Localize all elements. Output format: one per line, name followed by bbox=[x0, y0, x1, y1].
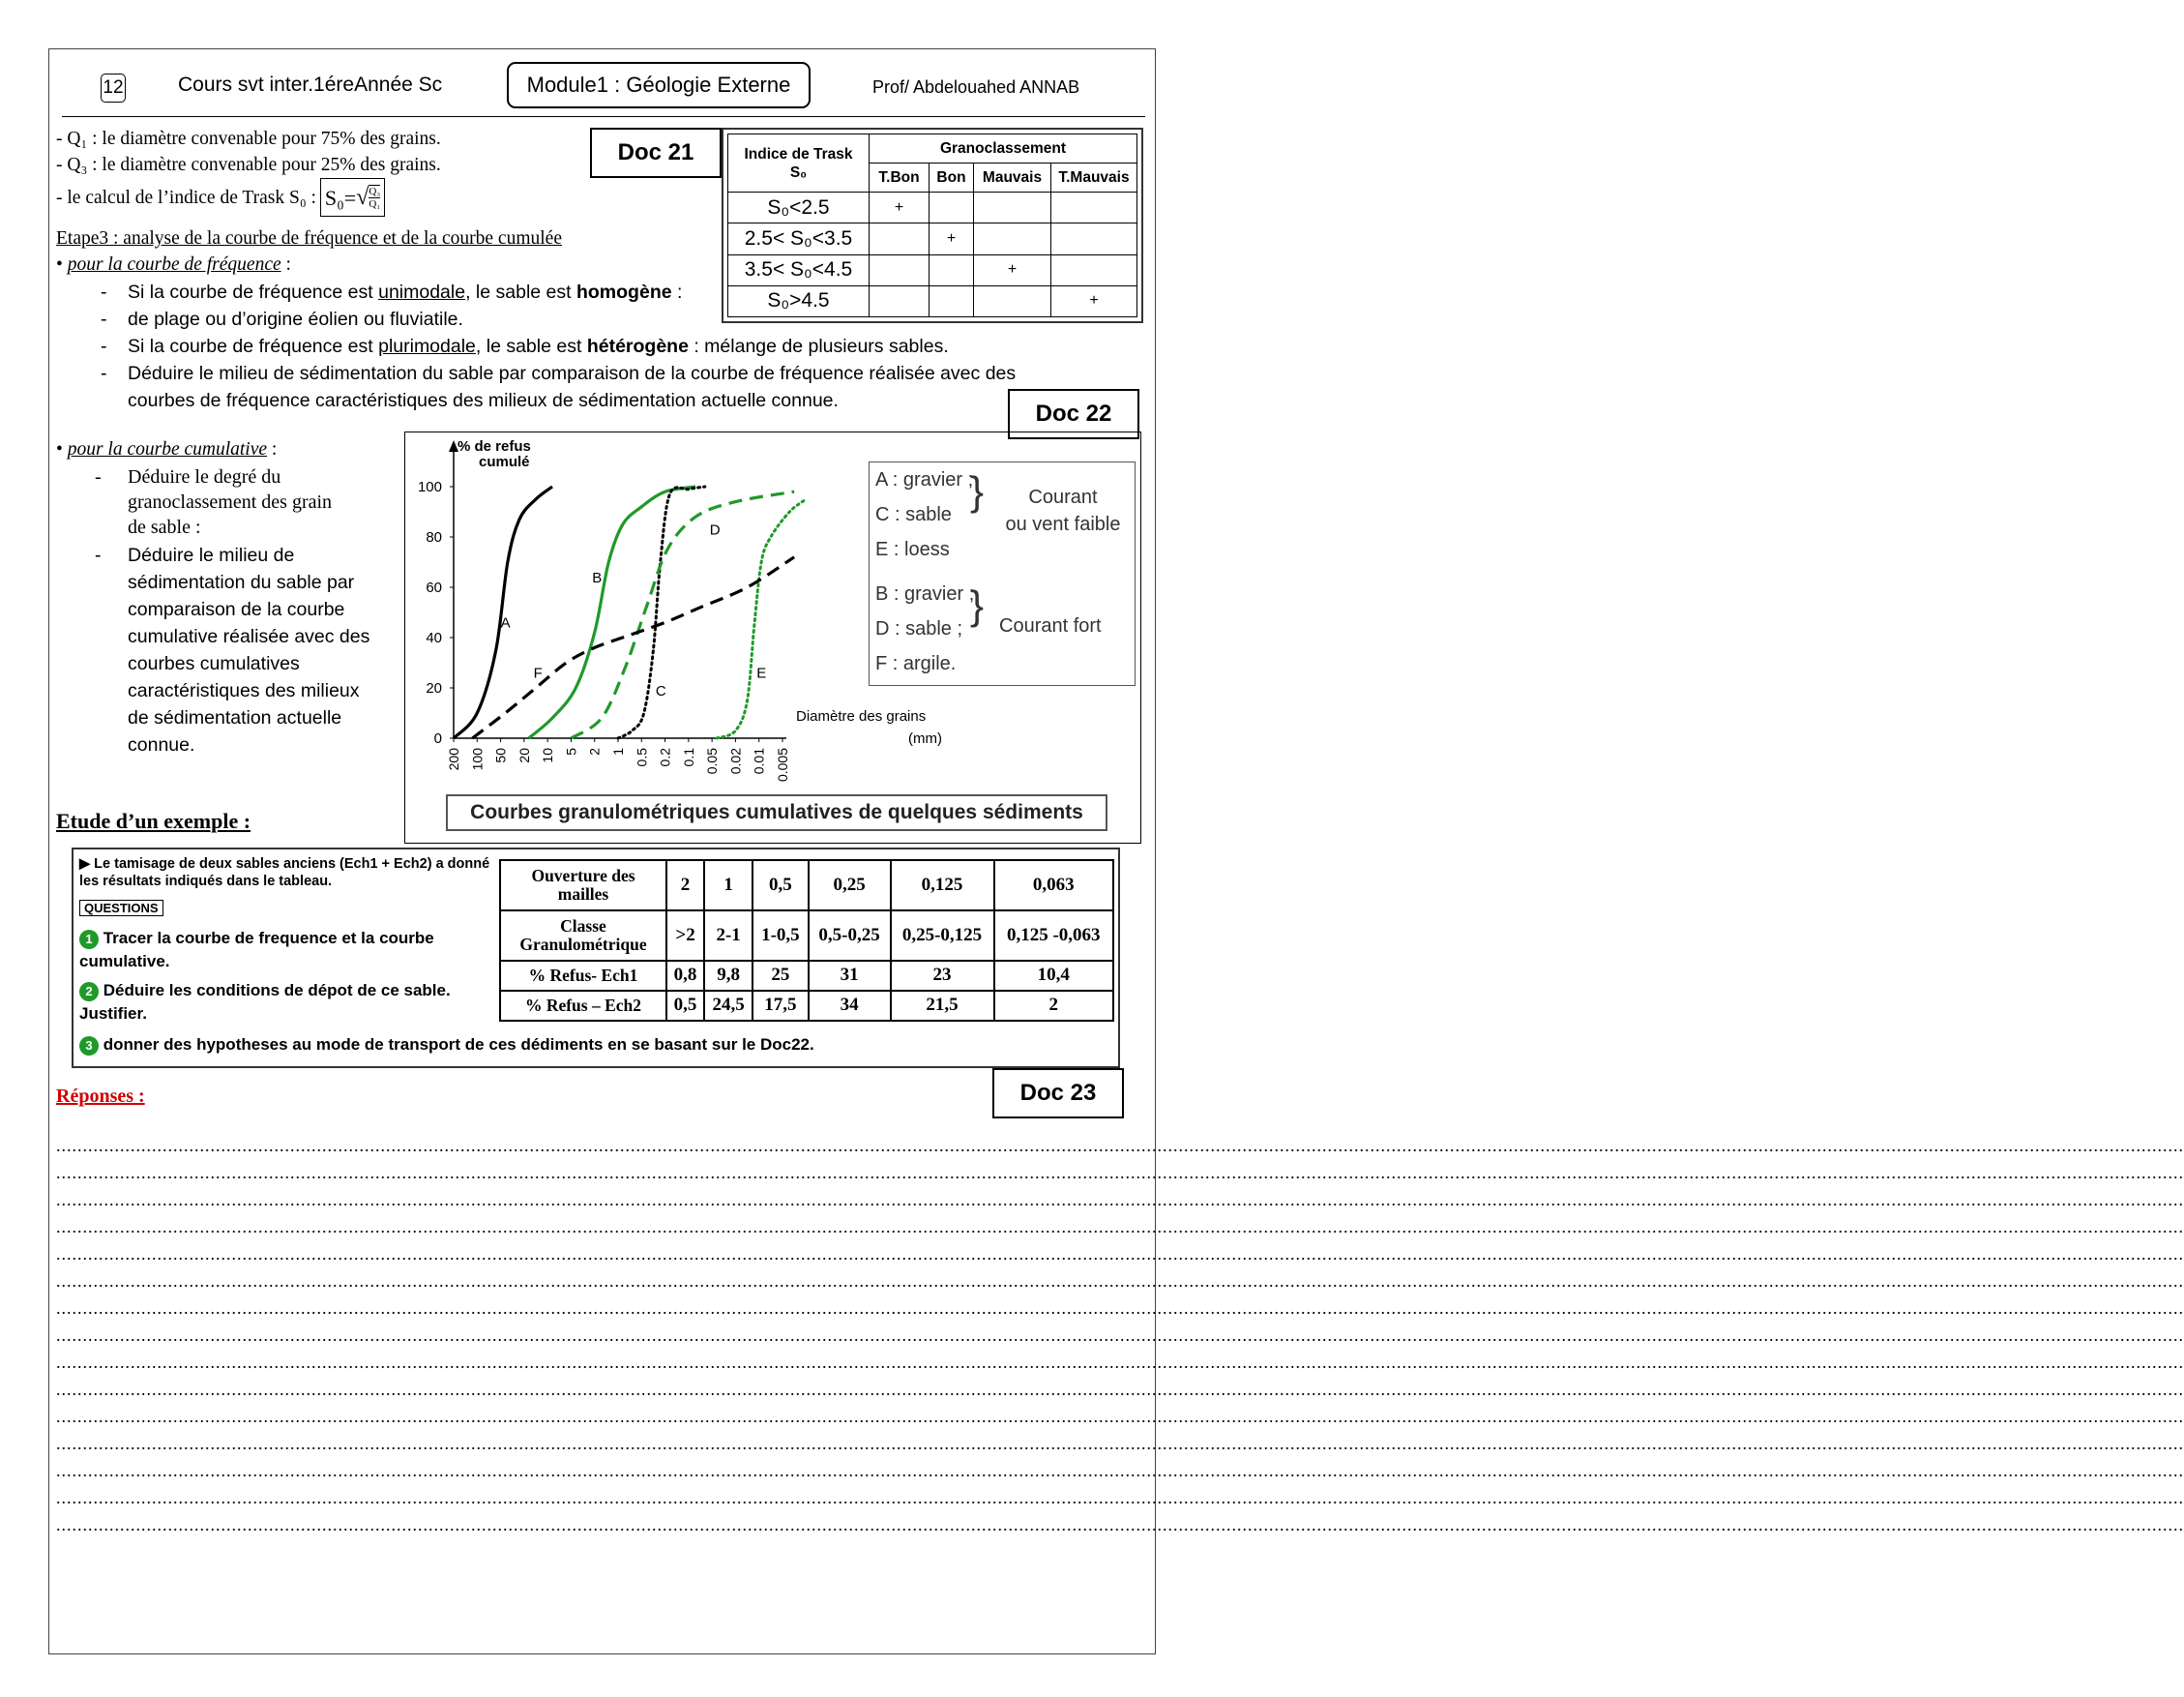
page-number: 12 bbox=[101, 74, 126, 103]
answer-lines[interactable] bbox=[56, 1132, 2184, 1538]
grain-cell: 0,125 -0,063 bbox=[994, 910, 1114, 961]
cum-line: granoclassement des grain bbox=[128, 491, 333, 513]
grain-cell: 0,5-0,25 bbox=[809, 910, 891, 961]
answer-line[interactable]: ................................................................................................................................................................................................................................................................................................................................................................................................................ bbox=[56, 1136, 2184, 1155]
cum-list bbox=[56, 464, 404, 759]
legend-item: D : sable ; bbox=[875, 618, 963, 640]
trask-col-index-sub: S₀ bbox=[789, 164, 808, 181]
legend-item: A : gravier ; bbox=[875, 469, 974, 491]
grain-cell: 0,125 bbox=[891, 860, 994, 910]
freq-item bbox=[56, 279, 723, 306]
answer-line[interactable]: ................................................................................................................................................................................................................................................................................................................................................................................................................ bbox=[56, 1434, 2184, 1453]
freq-item bbox=[56, 333, 1101, 360]
x-tick-label: 2 bbox=[586, 748, 603, 756]
answer-line[interactable]: ................................................................................................................................................................................................................................................................................................................................................................................................................ bbox=[56, 1190, 2184, 1209]
x-tick-label: 20 bbox=[516, 748, 532, 763]
cum-line: courbes cumulatives bbox=[128, 653, 300, 674]
trask-mark: + bbox=[870, 193, 930, 223]
trask-col-tmauvais: T.Mauvais bbox=[1051, 164, 1137, 193]
answer-line[interactable]: ................................................................................................................................................................................................................................................................................................................................................................................................................ bbox=[56, 1353, 2184, 1372]
question-1-text: Tracer la courbe de frequence et la courbe cumulative. bbox=[79, 929, 434, 970]
doc22-label: Doc 22 bbox=[1008, 389, 1139, 439]
x-tick-label: 0.02 bbox=[727, 748, 744, 775]
freq-text: , le sable est bbox=[465, 282, 576, 303]
cum-item: - Déduire le degré du granoclassement des grain de sable : bbox=[56, 464, 404, 540]
trask-mark bbox=[1051, 193, 1137, 223]
trask-row-label: 3.5< S₀<4.5 bbox=[728, 254, 870, 285]
x-tick-label: 50 bbox=[492, 748, 509, 763]
question-3 bbox=[79, 1033, 1114, 1057]
curve-label-d: D bbox=[709, 521, 721, 539]
legend-item: F : argile. bbox=[875, 653, 957, 674]
x-tick-label: 0.01 bbox=[751, 748, 767, 775]
formula-lhs: S₀= bbox=[324, 185, 357, 210]
trask-col-tbon: T.Bon bbox=[870, 164, 930, 193]
answer-line[interactable]: ................................................................................................................................................................................................................................................................................................................................................................................................................ bbox=[56, 1407, 2184, 1426]
answer-line[interactable]: ................................................................................................................................................................................................................................................................................................................................................................................................................ bbox=[56, 1163, 2184, 1182]
number-2-icon: 2 bbox=[79, 982, 99, 1001]
freq-item bbox=[56, 306, 1101, 333]
series-a-line bbox=[454, 487, 552, 738]
trask-col-index bbox=[728, 134, 870, 193]
cum-heading: pour la courbe cumulative bbox=[67, 439, 268, 460]
example-intro: ▶ Le tamisage de deux sables anciens (Ech1 + Ech2) a donné les résultats indiqués dans le tableau. bbox=[79, 856, 490, 889]
y-axis-label-2: cumulé bbox=[479, 454, 530, 470]
cum-line: sédimentation du sable par bbox=[128, 572, 355, 593]
x-tick-label: 0.5 bbox=[634, 748, 650, 767]
x-tick-label: 0.2 bbox=[657, 748, 673, 767]
curve-label-b: B bbox=[592, 569, 603, 586]
author: Prof/ Abdelouahed ANNAB bbox=[872, 77, 1080, 97]
trask-line bbox=[56, 178, 441, 217]
question-2 bbox=[79, 979, 511, 1026]
number-1-icon: 1 bbox=[79, 930, 99, 949]
freq-text: : mélange de plusieurs sables. bbox=[688, 336, 949, 357]
trask-mark bbox=[1051, 223, 1137, 254]
grain-cell: 0,25-0,125 bbox=[891, 910, 994, 961]
x-tick-label: 10 bbox=[540, 748, 556, 763]
legend-weak-label-1: Courant bbox=[1028, 487, 1098, 508]
example-title: Etude d’un exemple : bbox=[56, 809, 251, 833]
x-axis-unit: (mm) bbox=[908, 730, 942, 747]
q3-text: - Q₃ : le diamètre convenable pour 25% des grains. bbox=[56, 155, 441, 175]
module-title: Module1 : Géologie Externe bbox=[507, 62, 811, 108]
answer-line[interactable]: ................................................................................................................................................................................................................................................................................................................................................................................................................ bbox=[56, 1461, 2184, 1480]
grain-cell: 0,063 bbox=[994, 860, 1114, 910]
y-tick-label: 20 bbox=[426, 680, 442, 697]
answer-line[interactable]: ................................................................................................................................................................................................................................................................................................................................................................................................................ bbox=[56, 1488, 2184, 1507]
question-2-text: Déduire les conditions de dépot de ce sable. Justifier. bbox=[79, 981, 451, 1023]
trask-col-bon: Bon bbox=[930, 164, 974, 193]
grain-cell: 1 bbox=[704, 860, 753, 910]
formula-den: Q₁ bbox=[369, 198, 381, 210]
grain-table bbox=[499, 859, 1114, 1022]
x-tick-label: 0.005 bbox=[775, 748, 790, 783]
answer-line[interactable]: ................................................................................................................................................................................................................................................................................................................................................................................................................ bbox=[56, 1325, 2184, 1345]
grain-cell: 1-0,5 bbox=[753, 910, 808, 961]
trask-col-group: Granoclassement bbox=[870, 134, 1137, 164]
course-title: Cours svt inter.1éreAnnée Sc bbox=[178, 74, 443, 96]
legend-weak-label bbox=[995, 484, 1131, 538]
brace-icon: } bbox=[970, 468, 985, 514]
grain-cell: 2 bbox=[994, 991, 1114, 1021]
cum-heading-line: • pour la courbe cumulative : bbox=[56, 439, 278, 460]
grain-header-ech2: % Refus – Ech2 bbox=[500, 991, 666, 1021]
brace-icon: } bbox=[970, 582, 985, 628]
grain-cell: 24,5 bbox=[704, 991, 753, 1021]
trask-row-label: S₀>4.5 bbox=[728, 285, 870, 316]
grain-cell: 0,5 bbox=[666, 991, 704, 1021]
freq-text: Si la courbe de fréquence est bbox=[128, 336, 379, 357]
legend-strong-label: Courant fort bbox=[999, 615, 1102, 637]
freq-text: de plage ou d’origine éolien ou fluviatile. bbox=[128, 309, 463, 330]
freq-text: Si la courbe de fréquence est bbox=[128, 282, 379, 303]
chart-series bbox=[454, 487, 806, 738]
freq-strong: hétérogène bbox=[586, 336, 689, 357]
formula-fraction bbox=[369, 185, 380, 210]
freq-heading-line: • pour la courbe de fréquence : bbox=[56, 254, 291, 275]
sqrt-icon: √ bbox=[356, 184, 369, 210]
y-tick-label: 0 bbox=[433, 730, 442, 747]
cum-line: connue. bbox=[128, 734, 195, 756]
q1-text: - Q₁ : le diamètre convenable pour 75% des grains. bbox=[56, 129, 441, 149]
freq-list bbox=[56, 279, 1101, 414]
cum-line: de sable : bbox=[128, 517, 201, 538]
answer-line[interactable]: ................................................................................................................................................................................................................................................................................................................................................................................................................ bbox=[56, 1244, 2184, 1264]
legend-item: B : gravier ; bbox=[875, 583, 975, 605]
trask-col-index-label: Indice de Trask bbox=[744, 145, 853, 163]
trask-text: - le calcul de l’indice de Trask S₀ : bbox=[56, 187, 316, 208]
freq-strong: homogène bbox=[576, 282, 672, 303]
freq-underline: unimodale bbox=[378, 282, 466, 303]
question-3-text: donner des hypotheses au mode de transport de ces dédiments en se basant sur le Doc22. bbox=[103, 1035, 814, 1054]
y-tick-label: 60 bbox=[426, 580, 442, 596]
cum-line: Déduire le degré du bbox=[128, 466, 281, 488]
trask-row-label: 2.5< S₀<3.5 bbox=[728, 223, 870, 254]
grain-cell: 10,4 bbox=[994, 961, 1114, 991]
trask-row bbox=[728, 193, 1137, 223]
grain-cell: 0,8 bbox=[666, 961, 704, 991]
x-tick-label: 0.1 bbox=[680, 748, 696, 767]
curve-label-c: C bbox=[655, 682, 666, 700]
doc23-frame bbox=[72, 848, 1120, 1068]
cum-item: - Déduire le milieu de sédimentation du sable par comparaison de la courbe cumulative réalisée avec des courbes cumulatives caractéristiques des milieux de sédimentation actuelle connue. bbox=[56, 542, 404, 759]
grain-cell: >2 bbox=[666, 910, 704, 961]
x-tick-label: 200 bbox=[446, 748, 461, 771]
x-tick-label: 0.05 bbox=[704, 748, 721, 775]
answer-line[interactable]: ................................................................................................................................................................................................................................................................................................................................................................................................................ bbox=[56, 1298, 2184, 1318]
etape3-title: Etape3 : analyse de la courbe de fréquence et de la courbe cumulée bbox=[56, 228, 562, 249]
legend-weak bbox=[875, 462, 973, 567]
trask-mark bbox=[974, 223, 1051, 254]
grain-cell: 2-1 bbox=[704, 910, 753, 961]
formula-num: Q₃ bbox=[369, 186, 381, 197]
grain-header-classe: Classe Granulométrique bbox=[500, 910, 666, 961]
x-axis-label: Diamètre des grains bbox=[796, 708, 927, 725]
curve-label-e: E bbox=[756, 665, 767, 682]
answer-line[interactable]: ................................................................................................................................................................................................................................................................................................................................................................................................................ bbox=[56, 1515, 2184, 1534]
trask-mark: + bbox=[974, 254, 1051, 285]
cum-line: de sédimentation actuelle bbox=[128, 707, 342, 729]
y-tick-label: 80 bbox=[426, 529, 442, 546]
x-tick-label: 5 bbox=[563, 748, 579, 756]
grain-header-ech1: % Refus- Ech1 bbox=[500, 961, 666, 991]
trask-row-label: S₀<2.5 bbox=[728, 193, 870, 223]
freq-text: : bbox=[671, 282, 683, 303]
y-tick-label: 40 bbox=[426, 630, 442, 646]
trask-mark: + bbox=[1051, 285, 1137, 316]
legend-weak-label-2: ou vent faible bbox=[1005, 514, 1121, 535]
series-e-line bbox=[717, 499, 806, 738]
answer-line[interactable]: ................................................................................................................................................................................................................................................................................................................................................................................................................ bbox=[56, 1380, 2184, 1399]
freq-text: Déduire le milieu de sédimentation du sable par comparaison de la courbe de fréquence réalisée avec des courbes de fréquence caractéristiques des milieux de sédimentation actuelle connue. bbox=[128, 363, 1017, 411]
freq-underline: plurimodale bbox=[378, 336, 476, 357]
series-b-line bbox=[529, 487, 695, 738]
y-axis-label: % de refus bbox=[457, 438, 531, 455]
y-tick-label: 100 bbox=[417, 479, 442, 495]
x-tick-label: 1 bbox=[610, 748, 626, 756]
chart-legend bbox=[869, 461, 1136, 686]
freq-item bbox=[56, 360, 1072, 414]
number-3-icon: 3 bbox=[79, 1036, 99, 1056]
grain-cell: 21,5 bbox=[891, 991, 994, 1021]
trask-mark: + bbox=[930, 223, 974, 254]
cum-line: caractéristiques des milieux bbox=[128, 680, 360, 701]
trask-mark bbox=[974, 193, 1051, 223]
cum-line: Déduire le milieu de bbox=[128, 545, 295, 566]
question-1 bbox=[79, 927, 505, 973]
trask-row bbox=[728, 223, 1137, 254]
answers-title: Réponses : bbox=[56, 1086, 145, 1107]
freq-heading: pour la courbe de fréquence bbox=[67, 254, 281, 275]
answer-line[interactable]: ................................................................................................................................................................................................................................................................................................................................................................................................................ bbox=[56, 1217, 2184, 1236]
curve-label-f: F bbox=[533, 665, 543, 682]
header-rule bbox=[62, 116, 1145, 117]
trask-mark bbox=[870, 223, 930, 254]
trask-mark bbox=[930, 193, 974, 223]
grain-cell: 0,25 bbox=[809, 860, 891, 910]
trask-col-mauvais: Mauvais bbox=[974, 164, 1051, 193]
doc22-frame bbox=[404, 432, 1141, 844]
legend-item: E : loess bbox=[875, 539, 950, 560]
doc21-label: Doc 21 bbox=[590, 128, 722, 178]
freq-text: , le sable est bbox=[475, 336, 587, 357]
cum-line: comparaison de la courbe bbox=[128, 599, 345, 620]
cum-line: cumulative réalisée avec des bbox=[128, 626, 370, 647]
curve-label-a: A bbox=[500, 614, 511, 632]
grain-cell: 9,8 bbox=[704, 961, 753, 991]
chart-caption: Courbes granulométriques cumulatives de quelques sédiments bbox=[446, 794, 1107, 831]
x-tick-label: 100 bbox=[469, 748, 486, 771]
grain-cell: 0,5 bbox=[753, 860, 808, 910]
grain-cell: 31 bbox=[809, 961, 891, 991]
trask-formula bbox=[320, 178, 385, 217]
intro-block bbox=[56, 126, 441, 217]
questions-badge: QUESTIONS bbox=[79, 900, 163, 916]
grain-cell: 2 bbox=[666, 860, 704, 910]
grain-cell: 17,5 bbox=[753, 991, 808, 1021]
grain-cell: 23 bbox=[891, 961, 994, 991]
answer-line[interactable]: ................................................................................................................................................................................................................................................................................................................................................................................................................ bbox=[56, 1271, 2184, 1291]
grain-header-ouverture: Ouverture des mailles bbox=[500, 860, 666, 910]
legend-strong bbox=[875, 577, 974, 681]
legend-item: C : sable bbox=[875, 504, 952, 525]
grain-cell: 34 bbox=[809, 991, 891, 1021]
grain-cell: 25 bbox=[753, 961, 808, 991]
doc23-label: Doc 23 bbox=[992, 1068, 1124, 1118]
